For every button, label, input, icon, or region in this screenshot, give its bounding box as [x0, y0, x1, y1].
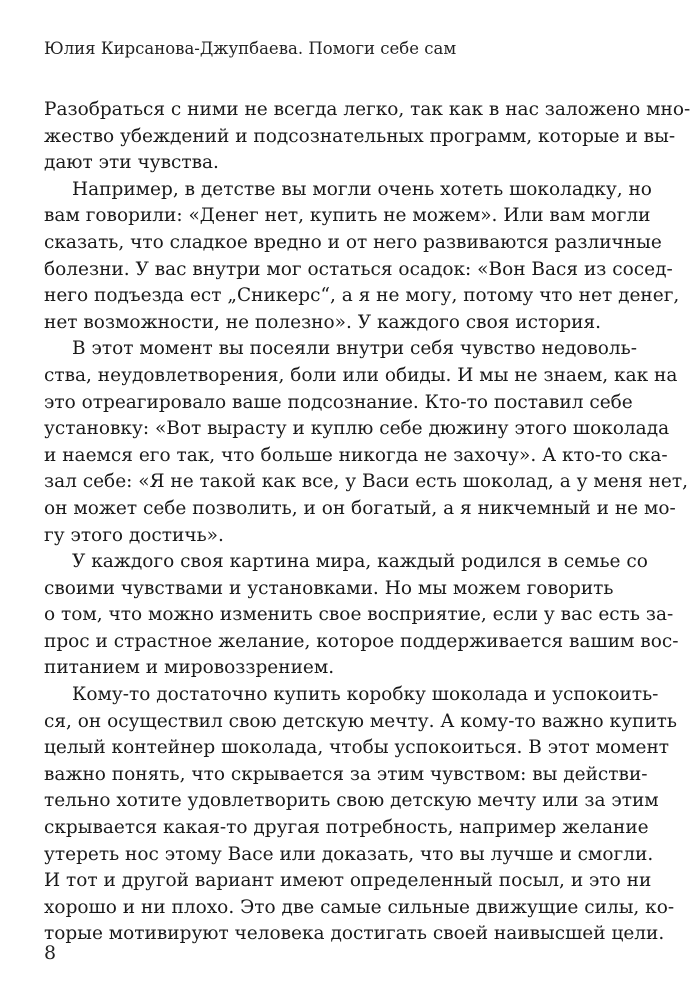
- text-line: о том, что можно изменить свое восприятие, если у вас есть за-: [44, 604, 674, 626]
- text-line: торые мотивируют человека достигать своей наивысшей цели.: [44, 923, 665, 945]
- text-line: важно понять, что скрывается за этим чувством: вы действи-: [44, 763, 648, 785]
- text-line: дают эти чувства.: [44, 152, 219, 174]
- text-line: хорошо и ни плохо. Это две самые сильные движущие силы, ко-: [44, 896, 675, 918]
- text-line: ства, неудовлетворения, боли или обиды. И мы не знаем, как на: [44, 364, 678, 386]
- running-header: Юлия Кирсанова-Джупбаева. Помоги себе сам: [44, 39, 457, 58]
- paragraph: [44, 177, 680, 337]
- text-line: установку: «Вот вырасту и куплю себе дюжину этого шоколада: [44, 418, 670, 440]
- paragraph: [44, 549, 679, 682]
- paragraph: [44, 682, 677, 948]
- text-line: тельно хотите удовлетворить свою детскую мечту или за этим: [44, 790, 659, 812]
- text-line: гу этого достичь».: [44, 524, 224, 546]
- text-line: зал себе: «Я не такой как все, у Васи есть шоколад, а у меня нет,: [44, 471, 688, 493]
- body-text: [44, 97, 690, 948]
- text-line: ся, он осуществил свою детскую мечту. А кому-то важно купить: [44, 710, 677, 732]
- text-line: сказать, что сладкое вредно и от него развиваются различные: [44, 231, 662, 253]
- text-line: это отреагировало ваше подсознание. Кто-то поставил себе: [44, 391, 633, 413]
- text-line: скрывается какая-то другая потребность, например желание: [44, 817, 649, 839]
- text-line: И тот и другой вариант имеют определенный посыл, и это ни: [44, 870, 652, 892]
- page-number: 8: [44, 942, 57, 964]
- text-line: жество убеждений и подсознательных программ, которые и вы-: [44, 125, 676, 147]
- text-line: питанием и мировоззрением.: [44, 657, 335, 679]
- text-line: него подъезда ест „Сникерс“, а я не могу, потому что нет денег,: [44, 285, 680, 307]
- text-line: болезни. У вас внутри мог остаться осадок: «Вон Вася из сосед-: [44, 258, 673, 280]
- text-line: У каждого своя картина мира, каждый родился в семье со: [72, 551, 648, 573]
- text-line: Кому-то достаточно купить коробку шоколада и успокоить-: [72, 684, 659, 706]
- text-line: своими чувствами и установками. Но мы можем говорить: [44, 577, 614, 599]
- text-line: Например, в детстве вы могли очень хотеть шоколадку, но: [72, 178, 652, 200]
- text-line: прос и страстное желание, которое поддерживается вашим вос-: [44, 630, 679, 652]
- text-line: нет возможности, не полезно». У каждого своя история.: [44, 311, 602, 333]
- text-line: утереть нос этому Васе или доказать, что вы лучше и смогли.: [44, 843, 654, 865]
- text-line: вам говорили: «Денег нет, купить не можем». Или вам могли: [44, 205, 651, 227]
- text-line: Разобраться с ними не всегда легко, так как в нас заложено мно-: [44, 99, 690, 120]
- text-line: целый контейнер шоколада, чтобы успокоиться. В этот момент: [44, 737, 670, 759]
- paragraph: [44, 97, 690, 177]
- text-line: В этот момент вы посеяли внутри себя чувство недоволь-: [72, 338, 637, 360]
- text-line: он может себе позволить, и он богатый, а я никчемный и не мо-: [44, 497, 676, 519]
- paragraph: [44, 336, 688, 549]
- text-line: и наемся его так, что больше никогда не захочу». А кто-то ска-: [44, 444, 668, 466]
